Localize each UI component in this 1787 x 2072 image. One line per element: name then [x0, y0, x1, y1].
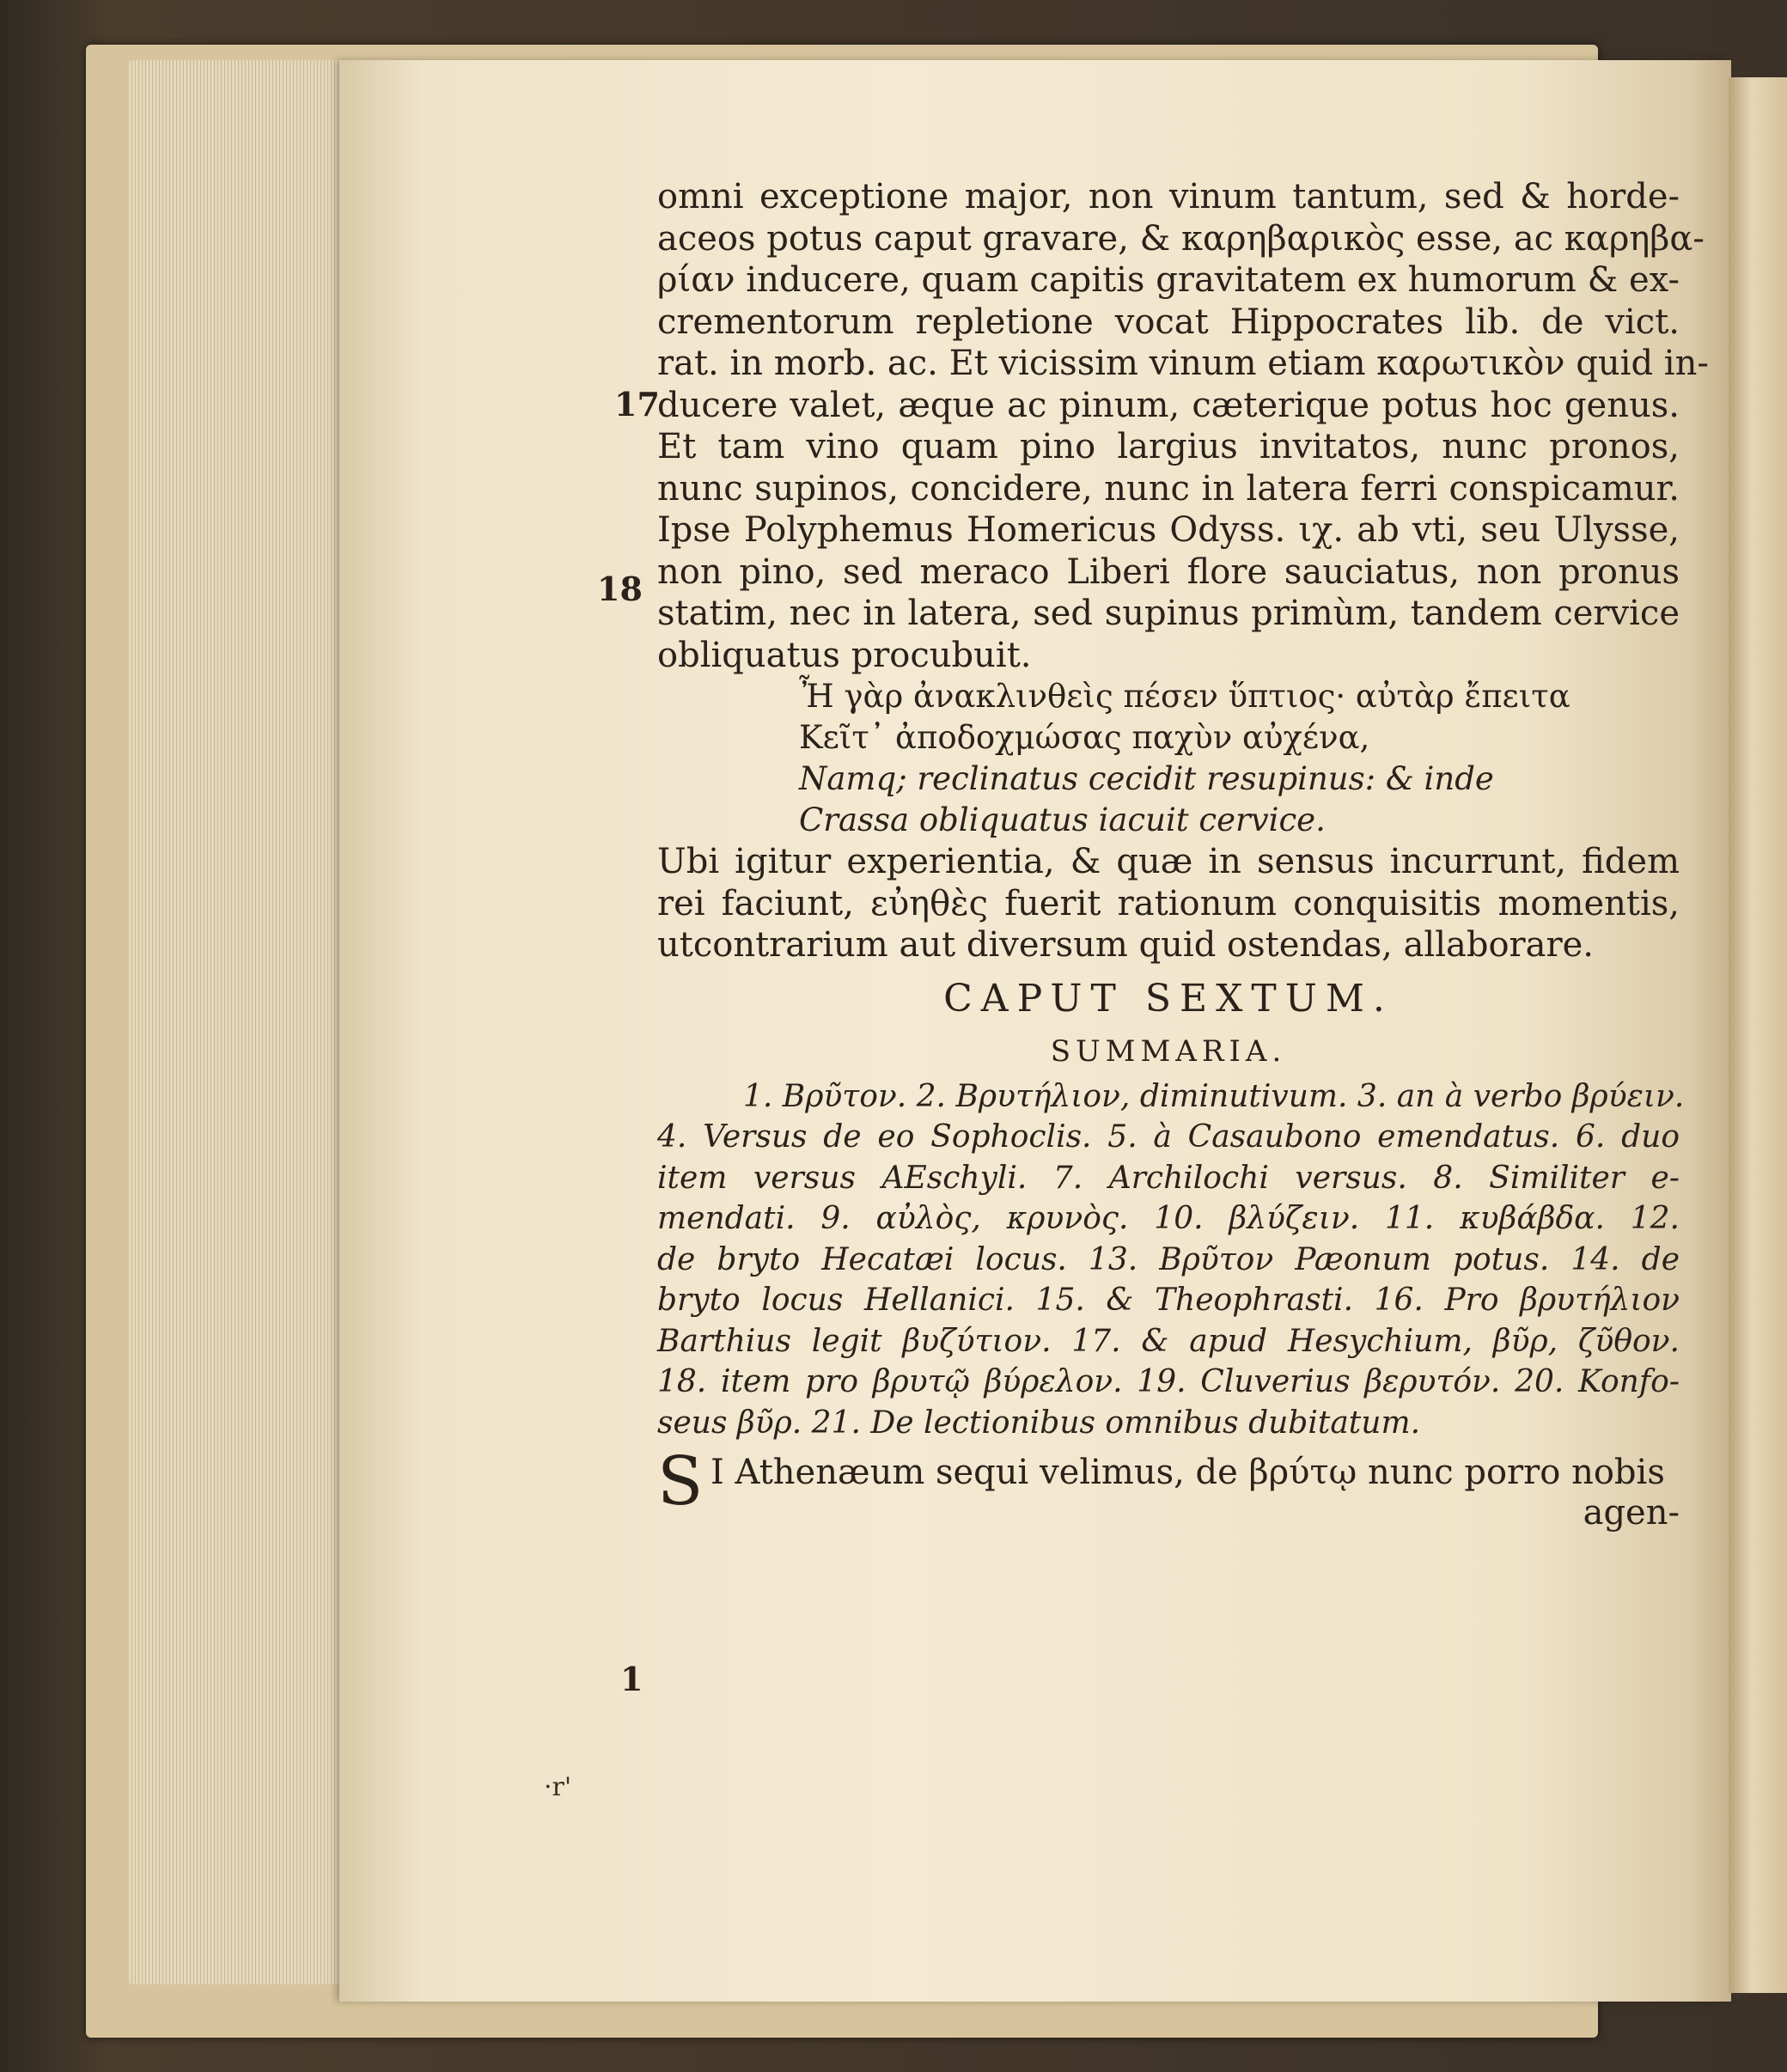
body-line: nunc supinos, concidere, nunc in latera ferri conspicamur.: [657, 468, 1680, 509]
summary-line: bryto locus Hellanici. 15. & Theophrasti. 16. Pro βρυτήλιον: [657, 1283, 1680, 1318]
summary-line: Barthius legit βυζύτιον. 17. & apud Hesychium, βῦρ, ζῦθον.: [657, 1323, 1680, 1359]
body-line: Ubi igitur experientia, & quæ in sensus incurrunt, fidem: [657, 842, 1680, 881]
body-line: omni exceptione major, non vinum tantum, sed & horde-: [657, 177, 1680, 216]
summary-line: mendati. 9. αὐλὸς, κρυνὸς. 10. βλύζειν. 11. κυβάβδα. 12.: [657, 1201, 1680, 1236]
drop-cap: S: [657, 1443, 704, 1520]
body-line: crementorum repletione vocat Hippocrates lib. de vict.: [657, 302, 1680, 342]
summary-line: item versus AEschyli. 7. Archilochi versus. 8. Similiter e-: [657, 1160, 1680, 1196]
body-line: rei faciunt, εὐηθὲς fuerit rationum conquisitis momentis,: [657, 883, 1680, 923]
margin-number-18: 18: [597, 570, 643, 608]
latin-verse-line: Crassa obliquatus iacuit cervice.: [799, 801, 1326, 838]
greek-verse-line: Κεῖτ᾽ ἀποδοχμώσας παχὺν αὐχένα,: [799, 719, 1370, 756]
body-line: statim, nec in latera, sed supinus primùm, tandem cervice: [657, 594, 1680, 633]
summary-line: 4. Versus de eo Sophoclis. 5. à Casaubono emendatus. 6. duo: [657, 1119, 1680, 1155]
body-line: ducere valet, æque ac pinum, cæterique potus hoc genus.: [657, 385, 1680, 425]
body-line: Et tam vino quam pino largius invitatos, nunc pronos,: [657, 427, 1680, 466]
text-column: [657, 176, 1709, 1533]
margin-number-17: 17: [614, 385, 660, 424]
chapter-heading: CAPUT SEXTUM.: [943, 976, 1394, 1021]
summary-line: seus βῦρ. 21. De lectionibus omnibus dubitatum.: [657, 1405, 1421, 1441]
facing-page-edge: [1729, 77, 1787, 1993]
summary-heading: SUMMARIA.: [1050, 1033, 1287, 1069]
page-edges: [129, 60, 361, 1984]
body-line: obliquatus procubuit.: [657, 635, 1032, 675]
body-line: ρίαν inducere, quam capitis gravitatem ex humorum & ex-: [657, 260, 1680, 300]
stray-mark: ·r': [544, 1772, 572, 1802]
body-line: aceos potus caput gravare, & καρηβαρικὸς esse, ac καρηβα-: [657, 218, 1705, 259]
catchword: agen-: [1583, 1493, 1680, 1533]
body-line: Ipse Polyphemus Homericus Odyss. ιχ. ab vti, seu Ulysse,: [657, 510, 1680, 550]
latin-verse-line: Namq; reclinatus cecidit resupinus: & inde: [799, 760, 1494, 797]
summary-line: 18. item pro βρυτῷ βύρελον. 19. Cluverius βερυτόν. 20. Konfo-: [657, 1364, 1680, 1399]
summary-line: 1. Βρῦτον. 2. Βρυτήλιον, diminutivum. 3. an à verbo βρύειν.: [743, 1078, 1685, 1114]
margin-number-1: 1: [620, 1660, 643, 1698]
summary-line: de bryto Hecatæi locus. 13. Βρῦτον Pæonum potus. 14. de: [657, 1241, 1680, 1277]
body-line: non pino, sed meraco Liberi flore sauciatus, non pronus: [657, 552, 1680, 592]
body-line: rat. in morb. ac. Et vicissim vinum etiam καρωτικὸν quid in-: [657, 344, 1709, 383]
greek-verse-line: Ἦ γὰρ ἀνακλινθεὶς πέσεν ὕπτιος· αὐτὰρ ἔπειτα: [799, 678, 1570, 715]
chapter-first-text: I Athenæum sequi velimus, de βρύτῳ nunc porro nobis: [711, 1453, 1665, 1492]
body-line: utcontrarium aut diversum quid ostendas, allaborare.: [657, 925, 1595, 965]
